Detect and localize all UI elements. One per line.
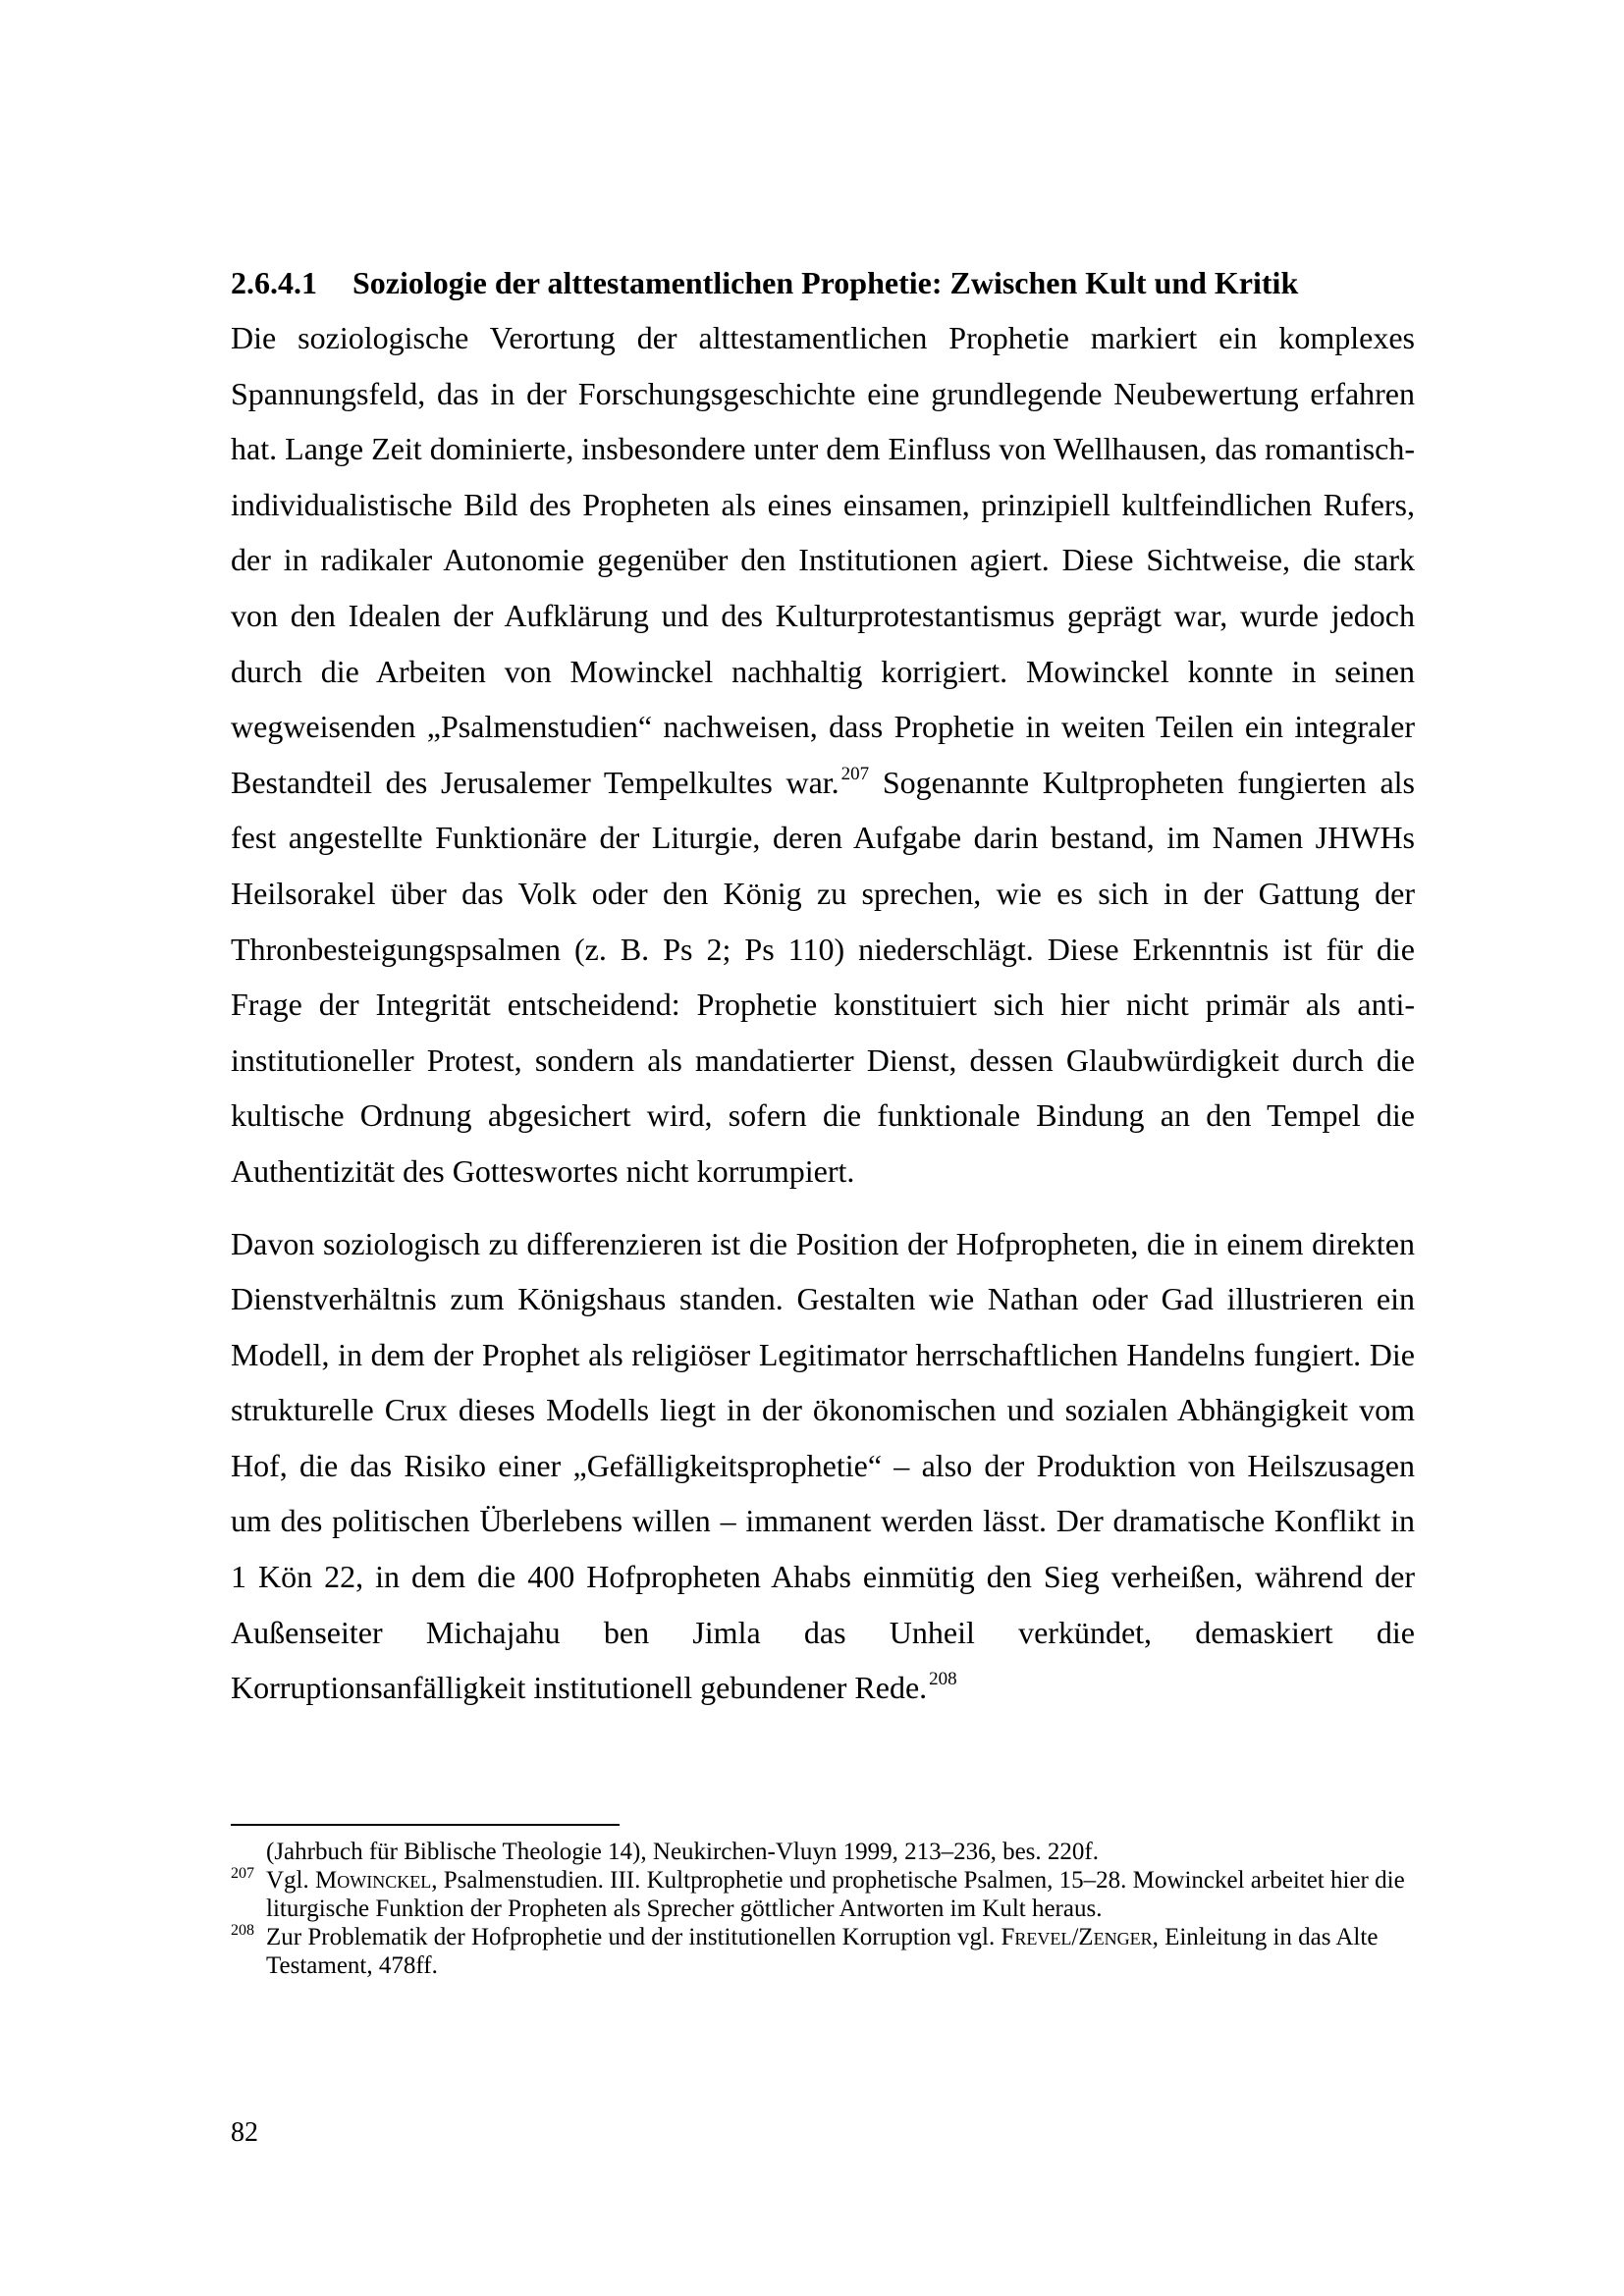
footnote-continued xyxy=(231,1838,1415,1866)
section-heading xyxy=(231,257,1415,308)
footnote-number: 208 xyxy=(231,1922,254,1939)
footnote-text: , Einleitung in das Alte Testament, 478ff. xyxy=(266,1924,1379,1979)
paragraph-1 xyxy=(231,310,1415,1200)
footnote-text: , Psalmenstudien. III. Kultprophetie und prophetische Psalmen, 15–28. Mowinckel arbeitet hier die liturgische Funktion der Propheten als Sprecher göttlicher Antworten im Kult heraus. xyxy=(266,1867,1405,1922)
paragraph-1-text-a: Die soziologische Verortung der alttestamentlichen Prophetie markiert ein komplexes Spannungsfeld, das in der Forschungsgeschichte eine grundlegende Neubewertung erfahren hat. Lange Zeit dominierte, insbesondere unter dem Einfluss von Wellhausen, das romantisch-individualistische Bild des Propheten als eines einsamen, prinzipiell kultfeindlichen Rufers, der in radikaler Autonomie gegenüber den Institutionen agiert. Diese Sichtweise, die stark von den Idealen der Aufklärung und des Kulturprotestantismus geprägt war, wurde jedoch durch die Arbeiten von Mowinckel nachhaltig korrigiert. Mowinckel konnte in seinen wegweisenden „Psalmenstudien“ nachweisen, dass Prophetie in weiten Teilen ein integraler Bestandteil des Jerusalemer Tempelkultes war. xyxy=(231,320,1415,800)
footnote-number: 207 xyxy=(231,1865,254,1882)
paragraph-1-text-b: Sogenannte Kultpropheten fungierten als fest angestellte Funktionäre der Liturgie, deren Aufgabe darin bestand, im Namen JHWHs Heilsorakel über das Volk oder den König zu sprechen, wie es sich in der Gattung der Thronbesteigungspsalmen (z. B. Ps 2; Ps 110) niederschlägt. Diese Erkenntnis ist für die Frage der Integrität entscheidend: Prophetie konstituiert sich hier nicht primär als anti-institutioneller Protest, sondern als mandatierter Dienst, dessen Glaubwürdigkeit durch die kultische Ordnung abgesichert wird, sofern die funktionale Bindung an den Tempel die Authentizität des Gotteswortes nicht korrumpiert. xyxy=(231,764,1415,1189)
footnote-ref-208[interactable]: 208 xyxy=(929,1669,957,1690)
footnote-ref-207[interactable]: 207 xyxy=(840,763,870,784)
section-title: Soziologie der alttestamentlichen Prophetie: Zwischen Kult und Kritik xyxy=(352,265,1299,300)
page-number: 82 xyxy=(231,2117,258,2148)
footnote-separator xyxy=(231,1824,620,1826)
footnote-author: Frevel/Zenger xyxy=(1001,1924,1153,1950)
paragraph-2 xyxy=(231,1216,1415,1716)
footnote-author: Mowinckel xyxy=(315,1867,432,1894)
paragraph-2-text-a: Davon soziologisch zu differenzieren ist die Position der Hofpropheten, die in einem direkten Dienstverhältnis zum Königshaus standen. Gestalten wie Nathan oder Gad illustrieren ein Modell, in dem der Prophet als religiöser Legitimator herrschaftlichen Handelns fungiert. Die strukturelle Crux dieses Modells liegt in der ökonomischen und sozialen Abhängigkeit vom Hof, die das Risiko einer „Gefälligkeitsprophetie“ – also der Produktion von Heilszusagen um des politischen Überlebens willen – immanent werden lässt. Der dramatische Konflikt in 1 Kön 22, in dem die 400 Hofpropheten Ahabs einmütig den Sieg verheißen, während der Außenseiter Michajahu ben Jimla das Unheil verkündet, demaskiert die Korruptionsanfälligkeit institutionell gebundener Rede. xyxy=(231,1225,1415,1706)
footnotes xyxy=(231,1838,1415,1980)
footnote-207 xyxy=(231,1866,1415,1923)
footnote-continued-text: (Jahrbuch für Biblische Theologie 14), Neukirchen-Vluyn 1999, 213–236, bes. 220f. xyxy=(266,1839,1099,1865)
section-number: 2.6.4.1 xyxy=(231,265,317,300)
page-body xyxy=(231,257,1415,1716)
footnote-text: Zur Problematik der Hofprophetie und der institutionellen Korruption vgl. xyxy=(266,1924,1001,1950)
footnote-208 xyxy=(231,1923,1415,1980)
footnote-text: Vgl. xyxy=(266,1867,315,1894)
